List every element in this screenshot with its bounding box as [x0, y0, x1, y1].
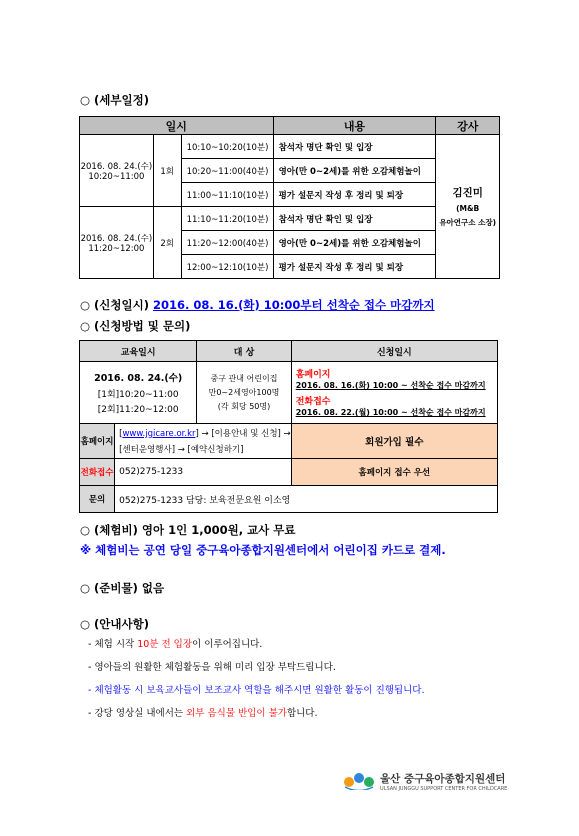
time-cell: 11:20~12:00(40분) [181, 231, 273, 255]
apply-table [79, 340, 498, 513]
center-logo-icon [342, 770, 376, 790]
schedule-table [79, 116, 500, 279]
payment-note: ※ 체험비는 공연 당일 중구육아종합지원센터에서 어린이집 카드로 결제. [80, 543, 446, 557]
edu-date-cell: 2016. 08. 24.(수) [1회]10:20~11:00 [2회]11:20~12:00 [80, 362, 197, 424]
center-logo [342, 770, 376, 794]
header-target: 대 상 [197, 341, 291, 362]
content-cell: 영아(만 0~2세)를 위한 오감체험놀이 [273, 231, 436, 255]
time-cell: 10:10~10:20(10분) [181, 135, 273, 159]
group1-round: 1회 [153, 135, 181, 207]
fee-line: ○ (체험비) 영아 1인 1,000원, 교사 무료 [80, 523, 296, 537]
logo-text-en: ULSAN JUNGGU SUPPORT CENTER FOR CHILDCARE [380, 786, 508, 792]
content-cell: 참석자 명단 확인 및 입장 [273, 135, 436, 159]
prep-line: ○ (준비물) 없음 [80, 581, 165, 595]
guide-item: - 체험활동 시 보육교사들이 보조교사 역할을 해주시면 원활한 활동이 진행됩니다. [88, 685, 425, 696]
header-instructor: 강사 [436, 117, 500, 135]
section-apply-method-title: ○ (신청방법 및 문의) [80, 319, 191, 333]
header-content: 내용 [273, 117, 436, 135]
section-schedule-title: ○ (세부일정) [80, 93, 149, 107]
priority-cell: 홈페이지 접수 우선 [291, 459, 497, 486]
time-cell: 11:10~11:20(10분) [181, 207, 273, 231]
guide-title: ○ (안내사항) [80, 617, 149, 631]
group1-datetime: 2016. 08. 24.(수) 10:20~11:00 [80, 135, 154, 207]
header-edu-date: 교육일시 [80, 341, 197, 362]
group2-round: 2회 [153, 207, 181, 279]
apply-date-cell: 홈페이지 2016. 08. 16.(화) 10:00 ~ 선착순 접수 마감까지 전화접수 2016. 08. 22.(월) 10:00 ~ 선착순 접수 마감까지 [291, 362, 497, 424]
guide-item: - 체험 시작 10분 전 입장이 이루어집니다. [88, 639, 263, 650]
time-cell: 12:00~12:10(10분) [181, 255, 273, 279]
time-cell: 11:00~11:10(10분) [181, 183, 273, 207]
content-cell: 참석자 명단 확인 및 입장 [273, 207, 436, 231]
row-homepage-label: 홈페이지 [80, 424, 115, 459]
member-required-cell: 회원가입 필수 [291, 424, 497, 459]
apply-date-link[interactable]: 2016. 08. 16.(화) 10:00부터 선착순 접수 마감까지 [153, 298, 435, 312]
guide-list [88, 636, 424, 728]
content-cell: 영아(만 0~2세)를 위한 오감체험놀이 [273, 159, 436, 183]
phone-cell: 052)275-1233 [115, 459, 292, 486]
guide-item: - 영아들의 원활한 체험활동을 위해 미리 입장 부탁드립니다. [88, 662, 336, 673]
header-datetime: 일시 [80, 117, 274, 135]
target-cell: 중구 관내 어린이집 만0~2세영아100명 (각 회당 50명) [197, 362, 291, 424]
time-cell: 10:20~11:00(40분) [181, 159, 273, 183]
row-inquiry-label: 문의 [80, 486, 115, 513]
logo-text-kr: 울산 중구육아종합지원센터 [380, 773, 506, 785]
header-apply-date: 신청일시 [291, 341, 497, 362]
homepage-url-link[interactable]: www.jgicare.or.kr [122, 429, 196, 439]
content-cell: 평가 설문지 작성 후 정리 및 퇴장 [273, 183, 436, 207]
apply-date-line: ○ (신청일시) 2016. 08. 16.(화) 10:00부터 선착순 접수 마감까지 [80, 298, 435, 312]
row-phone-label: 전화접수 [80, 459, 115, 486]
guide-item: - 강당 영상실 내에서는 외부 음식물 반입이 불가합니다. [88, 708, 318, 719]
group2-datetime: 2016. 08. 24.(수) 11:20~12:00 [80, 207, 154, 279]
inquiry-cell: 052)275-1233 담당: 보육전문요원 이소영 [115, 486, 498, 513]
instructor-cell: 김진미 (M&B 유아연구소 소장) [436, 135, 500, 279]
content-cell: 평가 설문지 작성 후 정리 및 퇴장 [273, 255, 436, 279]
homepage-path-cell: [www.jgicare.or.kr] → [이용안내 및 신청] → [센터운영행사] → [예약신청하기] [115, 424, 292, 459]
